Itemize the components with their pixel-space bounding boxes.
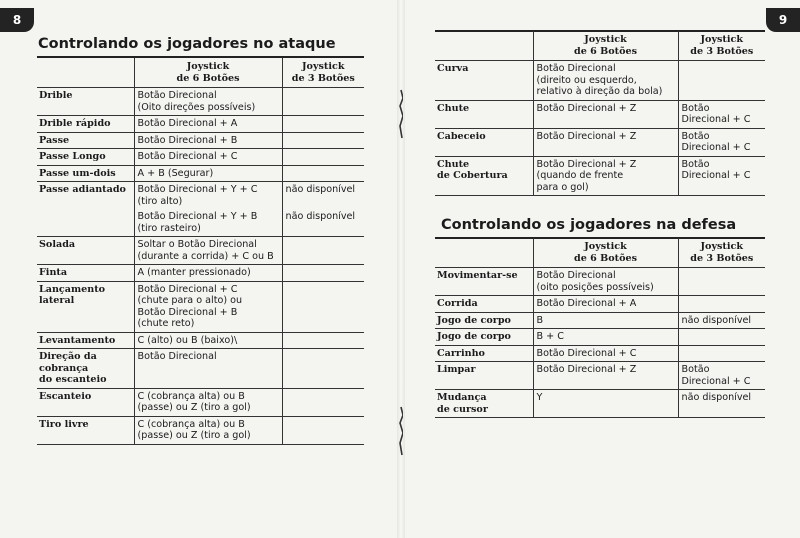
page-number-right: 9 — [766, 8, 800, 32]
table-row — [435, 128, 765, 156]
row-3-button — [282, 116, 364, 133]
row-6-button: Botão Direcional + A — [134, 116, 282, 133]
table-row — [435, 345, 765, 362]
table-row — [435, 329, 765, 346]
row-6-button: Botão Direcional + B — [134, 132, 282, 149]
table-row — [435, 61, 765, 101]
row-6-button: Botão Direcional + Z — [533, 362, 678, 390]
table-row — [37, 182, 364, 210]
section-title-defense: Controlando os jogadores na defesa — [441, 217, 737, 233]
row-action: Levantamento — [37, 332, 134, 349]
row-3-button — [282, 416, 364, 444]
header-action-blank — [435, 238, 533, 268]
table-row — [435, 268, 765, 296]
row-6-button: Soltar o Botão Direcional (durante a corrida) + C ou B — [134, 237, 282, 265]
row-6-button: B + C — [533, 329, 678, 346]
row-6-button: Botão Direcional + C — [533, 345, 678, 362]
page-number-left: 8 — [0, 8, 34, 32]
row-3-button: Botão Direcional + C — [678, 100, 765, 128]
row-action: Chute de Cobertura — [435, 156, 533, 196]
table-row — [435, 362, 765, 390]
row-3-button: Botão Direcional + C — [678, 362, 765, 390]
table-row — [37, 116, 364, 133]
table-row — [37, 349, 364, 389]
table-row — [37, 265, 364, 282]
row-6-button: Botão Direcional + A — [533, 296, 678, 313]
table-row — [37, 332, 364, 349]
row-6-button: Botão Direcional (Oito direções possíveis) — [134, 88, 282, 116]
row-action: Solada — [37, 237, 134, 265]
header-6-button: Joystick de 6 Botões — [533, 31, 678, 61]
row-6-button: Y — [533, 390, 678, 418]
row-3-button — [678, 345, 765, 362]
row-6-button: Botão Direcional + Y + C (tiro alto) — [134, 182, 282, 210]
row-action: Tiro livre — [37, 416, 134, 444]
row-action: Drible rápido — [37, 116, 134, 133]
row-action: Passe um-dois — [37, 165, 134, 182]
row-6-button: Botão Direcional + Z — [533, 100, 678, 128]
row-3-button — [678, 61, 765, 101]
row-3-button — [282, 165, 364, 182]
row-action: Jogo de corpo — [435, 312, 533, 329]
row-3-button — [282, 388, 364, 416]
row-action: Jogo de corpo — [435, 329, 533, 346]
row-3-button: Botão Direcional + C — [678, 128, 765, 156]
header-3-button: Joystick de 3 Botões — [282, 58, 364, 88]
table-row — [37, 88, 364, 116]
table-row — [37, 132, 364, 149]
table-row — [435, 100, 765, 128]
header-action-blank — [37, 58, 134, 88]
row-action: Direção da cobrança do escanteio — [37, 349, 134, 389]
header-3-button: Joystick de 3 Botões — [678, 238, 765, 268]
row-action: Mudança de cursor — [435, 390, 533, 418]
row-3-button — [678, 329, 765, 346]
row-action: Cabeceio — [435, 128, 533, 156]
row-action: Passe Longo — [37, 149, 134, 166]
row-action: Curva — [435, 61, 533, 101]
defense-controls-table — [435, 238, 765, 418]
table-row — [435, 296, 765, 313]
row-6-button: C (cobrança alta) ou B (passe) ou Z (tiro a gol) — [134, 388, 282, 416]
row-action: Movimentar-se — [435, 268, 533, 296]
table-row — [37, 209, 364, 237]
right-page — [405, 0, 800, 538]
table-row — [435, 390, 765, 418]
row-6-button: Botão Direcional + Z — [533, 128, 678, 156]
staple-bottom — [397, 405, 403, 457]
table-row — [37, 237, 364, 265]
table-row — [37, 388, 364, 416]
table-row — [37, 149, 364, 166]
row-3-button — [282, 237, 364, 265]
row-action: Chute — [435, 100, 533, 128]
row-3-button: não disponível — [678, 390, 765, 418]
row-3-button — [282, 281, 364, 332]
row-6-button: Botão Direcional + C — [134, 149, 282, 166]
row-action: Passe adiantado — [39, 184, 126, 195]
row-3-button — [282, 349, 364, 389]
row-6-button: C (alto) ou B (baixo)\ — [134, 332, 282, 349]
row-3-button: não disponível — [282, 182, 364, 210]
table-row — [37, 165, 364, 182]
row-6-button: Botão Direcional + C (chute para o alto) ou Botão Direcional + B (chute reto) — [134, 281, 282, 332]
table-row — [435, 156, 765, 196]
row-6-button: C (cobrança alta) ou B (passe) ou Z (tiro a gol) — [134, 416, 282, 444]
row-6-button: Botão Direcional — [134, 349, 282, 389]
book-spine — [397, 0, 405, 538]
row-action: Carrinho — [435, 345, 533, 362]
table-row — [37, 281, 364, 332]
row-action: Passe — [37, 132, 134, 149]
row-6-button: Botão Direcional + Z (quando de frente para o gol) — [533, 156, 678, 196]
row-action: Corrida — [435, 296, 533, 313]
attack-controls-table-continued — [435, 31, 765, 196]
row-3-button — [282, 332, 364, 349]
row-6-button: Botão Direcional (direito ou esquerdo, relativo à direção da bola) — [533, 61, 678, 101]
row-3-button — [678, 296, 765, 313]
staple-top — [397, 88, 403, 140]
row-action: Lançamento lateral — [37, 281, 134, 332]
row-3-button: não disponível — [282, 209, 364, 237]
row-action: Escanteio — [37, 388, 134, 416]
header-3-button: Joystick de 3 Botões — [678, 31, 765, 61]
table-row — [37, 416, 364, 444]
row-6-button: A (manter pressionado) — [134, 265, 282, 282]
row-3-button: Botão Direcional + C — [678, 156, 765, 196]
row-action: Drible — [37, 88, 134, 116]
attack-controls-table — [37, 58, 364, 445]
row-6-button: B — [533, 312, 678, 329]
table-row — [435, 312, 765, 329]
row-3-button — [282, 88, 364, 116]
row-action: Finta — [37, 265, 134, 282]
header-6-button: Joystick de 6 Botões — [134, 58, 282, 88]
row-3-button — [282, 265, 364, 282]
row-3-button — [282, 149, 364, 166]
row-6-button: Botão Direcional (oito posições possíveis) — [533, 268, 678, 296]
section-title-attack: Controlando os jogadores no ataque — [38, 36, 336, 52]
row-action: Limpar — [435, 362, 533, 390]
row-3-button: não disponível — [678, 312, 765, 329]
header-6-button: Joystick de 6 Botões — [533, 238, 678, 268]
row-action — [37, 209, 134, 237]
row-6-button: A + B (Segurar) — [134, 165, 282, 182]
row-6-button: Botão Direcional + Y + B (tiro rasteiro) — [134, 209, 282, 237]
left-page — [0, 0, 395, 538]
header-action-blank — [435, 31, 533, 61]
row-3-button — [282, 132, 364, 149]
row-3-button — [678, 268, 765, 296]
